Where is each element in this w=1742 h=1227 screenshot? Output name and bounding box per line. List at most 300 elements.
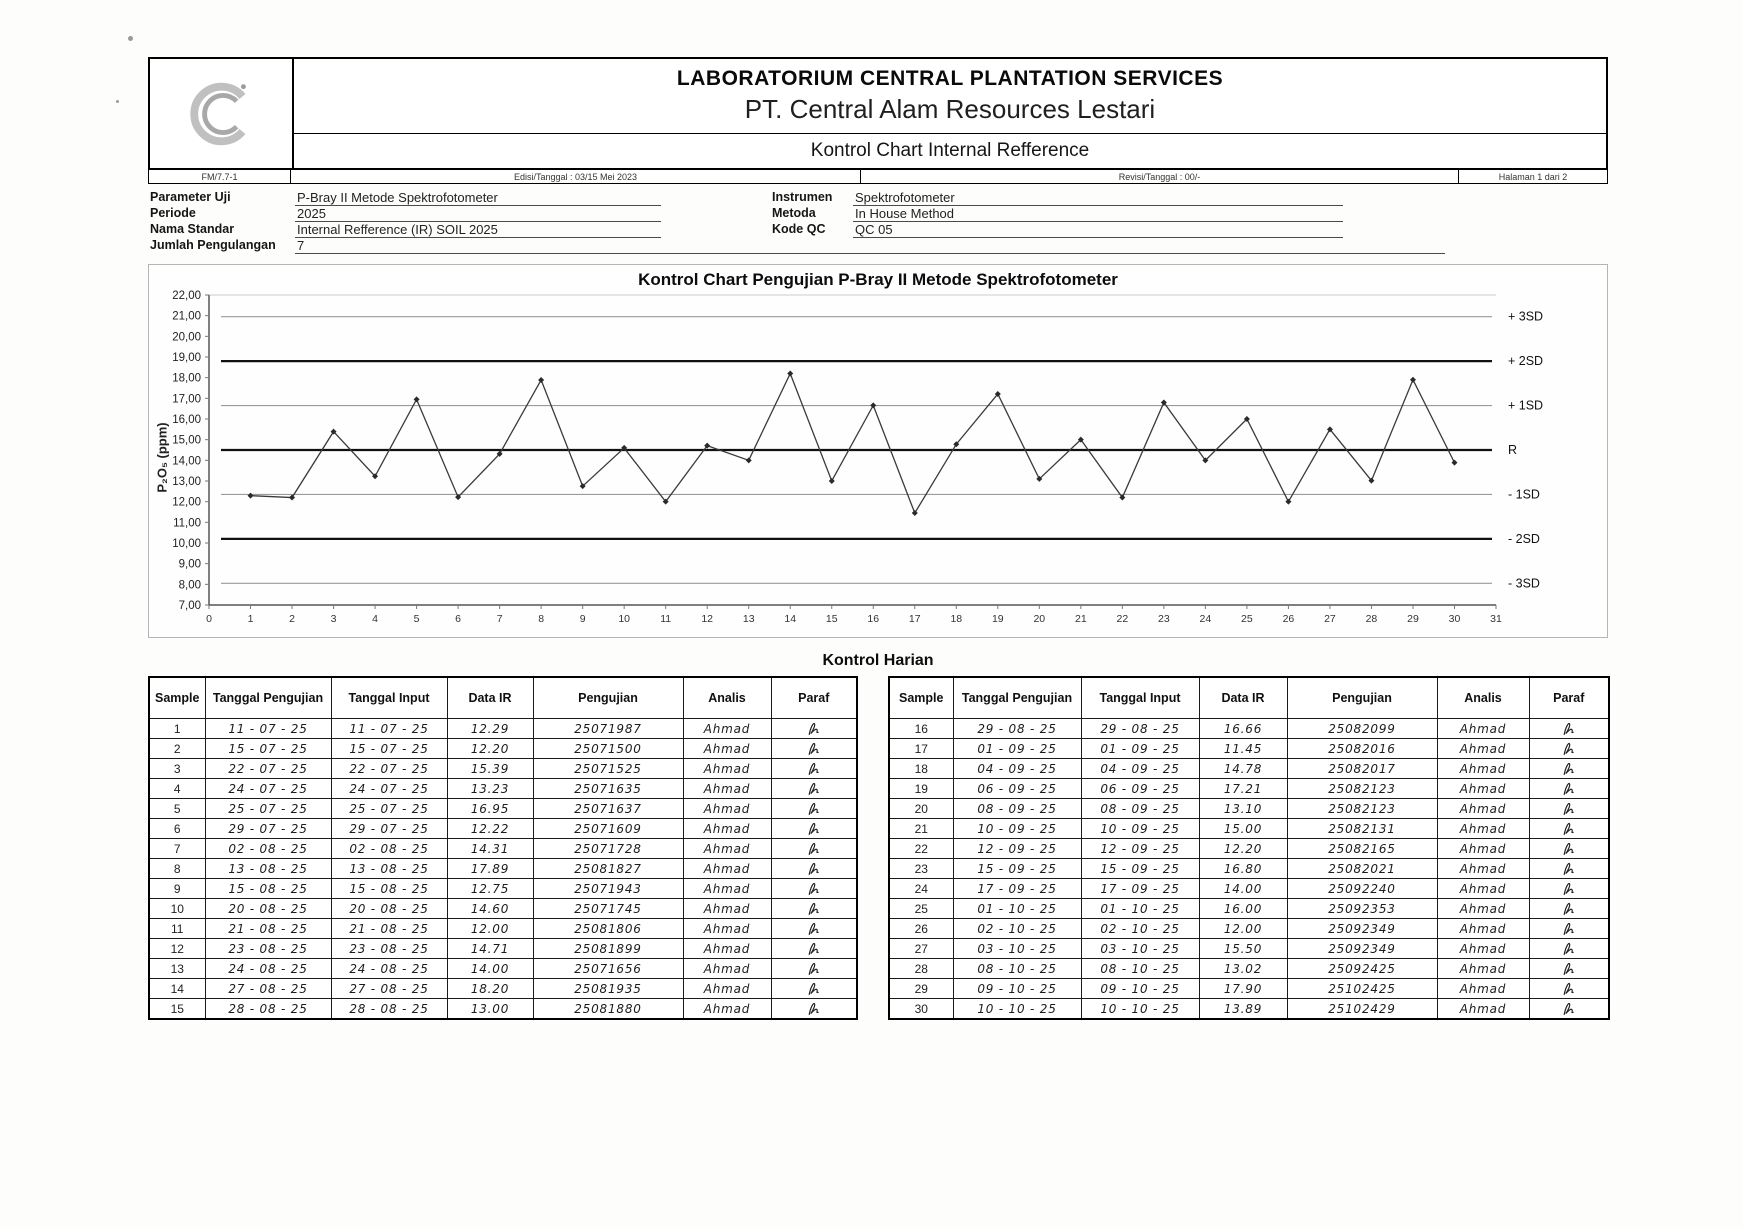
table-row <box>889 759 1609 779</box>
tanggal-input-cell: 08 - 10 - 25 <box>1081 959 1199 979</box>
analis-cell: Ahmad <box>1437 919 1529 939</box>
data-ir-cell: 14.60 <box>447 899 533 919</box>
table-row <box>889 719 1609 739</box>
x-tick-label: 11 <box>660 613 672 625</box>
data-ir-cell: 17.89 <box>447 859 533 879</box>
control-line-label: + 3SD <box>1508 309 1544 324</box>
tanggal-pengujian-cell: 13 - 08 - 25 <box>205 859 331 879</box>
paraf-signature <box>1529 839 1609 859</box>
tanggal-pengujian-cell: 24 - 08 - 25 <box>205 959 331 979</box>
scan-speck <box>128 36 133 41</box>
table-row <box>889 879 1609 899</box>
sample-cell: 9 <box>149 879 205 899</box>
pengujian-cell: 25102425 <box>1287 979 1437 999</box>
x-tick-label: 28 <box>1365 613 1378 625</box>
pengujian-cell: 25071728 <box>533 839 683 859</box>
column-header: Tanggal Input <box>1081 677 1199 719</box>
analis-cell: Ahmad <box>683 719 771 739</box>
field-label-kode-qc: Kode QC <box>772 222 826 236</box>
tanggal-pengujian-cell: 15 - 07 - 25 <box>205 739 331 759</box>
table-row <box>149 739 857 759</box>
tanggal-pengujian-cell: 12 - 09 - 25 <box>953 839 1081 859</box>
analis-cell: Ahmad <box>683 839 771 859</box>
tanggal-input-cell: 22 - 07 - 25 <box>331 759 447 779</box>
table-row <box>149 779 857 799</box>
data-ir-cell: 16.66 <box>1199 719 1287 739</box>
data-ir-cell: 12.22 <box>447 819 533 839</box>
table-row <box>149 879 857 899</box>
field-value-periode: 2025 <box>295 206 661 222</box>
lab-name: LABORATORIUM CENTRAL PLANTATION SERVICES <box>676 67 1224 90</box>
y-tick-label: 21,00 <box>172 310 201 323</box>
field-value-jumlah-pengulangan: 7 <box>295 238 1445 254</box>
data-point <box>787 371 793 377</box>
paraf-signature <box>771 979 857 999</box>
data-series-line <box>251 374 1455 514</box>
pengujian-cell: 25082165 <box>1287 839 1437 859</box>
analis-cell: Ahmad <box>1437 899 1529 919</box>
control-line-label: + 1SD <box>1508 398 1544 413</box>
pengujian-cell: 25081827 <box>533 859 683 879</box>
sample-cell: 22 <box>889 839 953 859</box>
scan-speck <box>116 100 119 103</box>
data-point <box>538 377 544 383</box>
field-label-nama-standar: Nama Standar <box>150 222 235 236</box>
data-ir-cell: 14.00 <box>1199 879 1287 899</box>
tanggal-pengujian-cell: 01 - 09 - 25 <box>953 739 1081 759</box>
field-label-periode: Periode <box>150 206 196 220</box>
field-value-instrumen: Spektrofotometer <box>853 190 1343 206</box>
x-tick-label: 27 <box>1324 613 1336 625</box>
data-ir-cell: 14.00 <box>447 959 533 979</box>
analis-cell: Ahmad <box>1437 979 1529 999</box>
pengujian-cell: 25071943 <box>533 879 683 899</box>
data-point <box>870 402 876 408</box>
control-line-label: R <box>1508 443 1518 457</box>
column-header: Tanggal Pengujian <box>953 677 1081 719</box>
paraf-signature <box>1529 799 1609 819</box>
tanggal-input-cell: 11 - 07 - 25 <box>331 719 447 739</box>
tanggal-pengujian-cell: 02 - 10 - 25 <box>953 919 1081 939</box>
x-tick-label: 6 <box>455 613 462 625</box>
data-ir-cell: 15.39 <box>447 759 533 779</box>
x-tick-label: 16 <box>867 613 880 625</box>
pengujian-cell: 25092240 <box>1287 879 1437 899</box>
analis-cell: Ahmad <box>1437 879 1529 899</box>
table-row <box>889 859 1609 879</box>
sample-cell: 15 <box>149 999 205 1020</box>
paraf-signature <box>771 719 857 739</box>
pengujian-cell: 25102429 <box>1287 999 1437 1020</box>
sample-cell: 3 <box>149 759 205 779</box>
data-ir-cell: 13.10 <box>1199 799 1287 819</box>
tanggal-input-cell: 24 - 08 - 25 <box>331 959 447 979</box>
x-tick-label: 25 <box>1241 613 1253 625</box>
data-ir-cell: 12.00 <box>447 919 533 939</box>
data-point <box>1410 377 1416 383</box>
x-tick-label: 24 <box>1199 613 1212 625</box>
x-tick-label: 29 <box>1407 613 1419 625</box>
analis-cell: Ahmad <box>1437 759 1529 779</box>
paraf-signature <box>1529 979 1609 999</box>
x-tick-label: 15 <box>825 613 838 625</box>
x-tick-label: 12 <box>701 613 714 625</box>
y-tick-label: 13,00 <box>172 476 201 488</box>
x-tick-label: 13 <box>742 613 755 625</box>
table-row <box>889 939 1609 959</box>
y-tick-label: 15,00 <box>172 434 201 447</box>
data-point <box>289 495 295 501</box>
pengujian-cell: 25082017 <box>1287 759 1437 779</box>
tanggal-pengujian-cell: 28 - 08 - 25 <box>205 999 331 1020</box>
paraf-signature <box>1529 919 1609 939</box>
table-row <box>149 899 857 919</box>
y-tick-label: 10,00 <box>172 538 201 550</box>
column-header: Tanggal Input <box>331 677 447 719</box>
tanggal-pengujian-cell: 29 - 08 - 25 <box>953 719 1081 739</box>
y-tick-label: 14,00 <box>172 455 201 468</box>
paraf-signature <box>1529 999 1609 1020</box>
analis-cell: Ahmad <box>1437 799 1529 819</box>
x-tick-label: 26 <box>1282 613 1295 625</box>
tanggal-pengujian-cell: 08 - 09 - 25 <box>953 799 1081 819</box>
data-point <box>829 478 835 484</box>
paraf-signature <box>1529 719 1609 739</box>
tanggal-input-cell: 06 - 09 - 25 <box>1081 779 1199 799</box>
sample-cell: 20 <box>889 799 953 819</box>
pengujian-cell: 25082123 <box>1287 779 1437 799</box>
tanggal-pengujian-cell: 10 - 09 - 25 <box>953 819 1081 839</box>
paraf-signature <box>771 779 857 799</box>
column-header: Tanggal Pengujian <box>205 677 331 719</box>
table-row <box>889 739 1609 759</box>
data-ir-cell: 16.95 <box>447 799 533 819</box>
revisi-tanggal: Revisi/Tanggal : 00/- <box>861 170 1459 183</box>
pengujian-cell: 25071987 <box>533 719 683 739</box>
pengujian-cell: 25071609 <box>533 819 683 839</box>
sample-cell: 13 <box>149 959 205 979</box>
table-row <box>149 959 857 979</box>
tanggal-pengujian-cell: 21 - 08 - 25 <box>205 919 331 939</box>
y-tick-label: 12,00 <box>172 496 201 509</box>
tanggal-input-cell: 15 - 09 - 25 <box>1081 859 1199 879</box>
kontrol-harian-table-left <box>148 676 858 1020</box>
column-header: Data IR <box>1199 677 1287 719</box>
tanggal-input-cell: 25 - 07 - 25 <box>331 799 447 819</box>
table-row <box>149 839 857 859</box>
column-header: Data IR <box>447 677 533 719</box>
tanggal-input-cell: 13 - 08 - 25 <box>331 859 447 879</box>
control-chart-plot <box>149 287 1605 633</box>
table-row <box>149 719 857 739</box>
tanggal-pengujian-cell: 23 - 08 - 25 <box>205 939 331 959</box>
table-row <box>889 999 1609 1020</box>
paraf-signature <box>1529 779 1609 799</box>
data-ir-cell: 12.29 <box>447 719 533 739</box>
pengujian-cell: 25081806 <box>533 919 683 939</box>
paraf-signature <box>771 879 857 899</box>
data-point <box>1285 499 1291 505</box>
paraf-signature <box>1529 959 1609 979</box>
data-ir-cell: 18.20 <box>447 979 533 999</box>
kontrol-harian-heading: Kontrol Harian <box>822 652 934 669</box>
edisi-tanggal: Edisi/Tanggal : 03/15 Mei 2023 <box>291 170 861 183</box>
tanggal-input-cell: 01 - 10 - 25 <box>1081 899 1199 919</box>
data-ir-cell: 12.20 <box>1199 839 1287 859</box>
data-ir-cell: 13.02 <box>1199 959 1287 979</box>
column-header: Analis <box>683 677 771 719</box>
column-header: Paraf <box>1529 677 1609 719</box>
pengujian-cell: 25092425 <box>1287 959 1437 979</box>
paraf-signature <box>1529 879 1609 899</box>
tanggal-input-cell: 08 - 09 - 25 <box>1081 799 1199 819</box>
field-label-jumlah-pengulangan: Jumlah Pengulangan <box>150 238 276 252</box>
x-tick-label: 19 <box>991 613 1004 625</box>
tanggal-input-cell: 24 - 07 - 25 <box>331 779 447 799</box>
paraf-signature <box>771 759 857 779</box>
pengujian-cell: 25082131 <box>1287 819 1437 839</box>
column-header: Pengujian <box>533 677 683 719</box>
x-tick-label: 1 <box>247 613 254 625</box>
sample-cell: 29 <box>889 979 953 999</box>
column-header: Analis <box>1437 677 1529 719</box>
analis-cell: Ahmad <box>1437 959 1529 979</box>
tanggal-pengujian-cell: 09 - 10 - 25 <box>953 979 1081 999</box>
paraf-signature <box>1529 739 1609 759</box>
tanggal-pengujian-cell: 15 - 09 - 25 <box>953 859 1081 879</box>
tanggal-pengujian-cell: 27 - 08 - 25 <box>205 979 331 999</box>
paraf-signature <box>771 959 857 979</box>
table-row <box>889 799 1609 819</box>
tanggal-input-cell: 15 - 07 - 25 <box>331 739 447 759</box>
x-tick-label: 31 <box>1490 613 1502 625</box>
y-tick-label: 16,00 <box>172 414 201 426</box>
sample-cell: 24 <box>889 879 953 899</box>
paraf-signature <box>771 939 857 959</box>
column-header: Paraf <box>771 677 857 719</box>
paraf-signature <box>771 839 857 859</box>
tanggal-input-cell: 10 - 09 - 25 <box>1081 819 1199 839</box>
analis-cell: Ahmad <box>683 799 771 819</box>
analis-cell: Ahmad <box>683 759 771 779</box>
analis-cell: Ahmad <box>683 999 771 1020</box>
tanggal-input-cell: 29 - 07 - 25 <box>331 819 447 839</box>
sample-cell: 17 <box>889 739 953 759</box>
field-value-nama-standar: Internal Refference (IR) SOIL 2025 <box>295 222 661 238</box>
data-ir-cell: 17.21 <box>1199 779 1287 799</box>
analis-cell: Ahmad <box>1437 719 1529 739</box>
field-value-parameter-uji: P-Bray II Metode Spektrofotometer <box>295 190 661 206</box>
data-ir-cell: 13.89 <box>1199 999 1287 1020</box>
sample-cell: 19 <box>889 779 953 799</box>
pengujian-cell: 25082099 <box>1287 719 1437 739</box>
paraf-signature <box>1529 759 1609 779</box>
data-ir-cell: 14.78 <box>1199 759 1287 779</box>
analis-cell: Ahmad <box>683 739 771 759</box>
sample-cell: 18 <box>889 759 953 779</box>
table-row <box>889 959 1609 979</box>
tanggal-input-cell: 01 - 09 - 25 <box>1081 739 1199 759</box>
control-line-label: - 1SD <box>1508 487 1540 502</box>
tanggal-input-cell: 20 - 08 - 25 <box>331 899 447 919</box>
sample-cell: 2 <box>149 739 205 759</box>
table-row <box>149 759 857 779</box>
sample-cell: 26 <box>889 919 953 939</box>
analis-cell: Ahmad <box>683 899 771 919</box>
table-row <box>149 859 857 879</box>
sample-cell: 30 <box>889 999 953 1020</box>
analis-cell: Ahmad <box>683 979 771 999</box>
data-ir-cell: 12.20 <box>447 739 533 759</box>
tanggal-input-cell: 02 - 10 - 25 <box>1081 919 1199 939</box>
sample-cell: 16 <box>889 719 953 739</box>
tables-area <box>148 676 1608 1036</box>
halaman: Halaman 1 dari 2 <box>1498 171 1568 182</box>
tanggal-input-cell: 23 - 08 - 25 <box>331 939 447 959</box>
tanggal-pengujian-cell: 03 - 10 - 25 <box>953 939 1081 959</box>
sample-cell: 4 <box>149 779 205 799</box>
x-tick-label: 23 <box>1158 613 1170 625</box>
pengujian-cell: 25071656 <box>533 959 683 979</box>
pengujian-cell: 25081935 <box>533 979 683 999</box>
tanggal-pengujian-cell: 29 - 07 - 25 <box>205 819 331 839</box>
tanggal-pengujian-cell: 06 - 09 - 25 <box>953 779 1081 799</box>
data-ir-cell: 13.23 <box>447 779 533 799</box>
tanggal-input-cell: 03 - 10 - 25 <box>1081 939 1199 959</box>
field-label-parameter-uji: Parameter Uji <box>150 190 231 204</box>
kontrol-harian-table-right <box>888 676 1610 1020</box>
x-tick-label: 20 <box>1033 613 1046 625</box>
pengujian-cell: 25071635 <box>533 779 683 799</box>
tanggal-pengujian-cell: 11 - 07 - 25 <box>205 719 331 739</box>
analis-cell: Ahmad <box>683 919 771 939</box>
sample-cell: 14 <box>149 979 205 999</box>
control-line-label: - 2SD <box>1508 531 1540 546</box>
analis-cell: Ahmad <box>683 879 771 899</box>
tanggal-pengujian-cell: 10 - 10 - 25 <box>953 999 1081 1020</box>
analis-cell: Ahmad <box>1437 819 1529 839</box>
pengujian-cell: 25082016 <box>1287 739 1437 759</box>
pengujian-cell: 25071500 <box>533 739 683 759</box>
pengujian-cell: 25092349 <box>1287 939 1437 959</box>
table-row <box>889 919 1609 939</box>
tanggal-pengujian-cell: 01 - 10 - 25 <box>953 899 1081 919</box>
sample-cell: 25 <box>889 899 953 919</box>
analis-cell: Ahmad <box>683 779 771 799</box>
data-point <box>248 493 254 499</box>
table-row <box>149 919 857 939</box>
data-ir-cell: 12.00 <box>1199 919 1287 939</box>
table-row <box>149 999 857 1020</box>
tanggal-pengujian-cell: 24 - 07 - 25 <box>205 779 331 799</box>
x-tick-label: 4 <box>372 613 378 625</box>
sample-cell: 8 <box>149 859 205 879</box>
data-point <box>746 457 752 463</box>
data-ir-cell: 14.71 <box>447 939 533 959</box>
y-axis-title: P₂O₅ (ppm) <box>154 422 170 493</box>
paraf-signature <box>1529 859 1609 879</box>
x-tick-label: 8 <box>538 613 545 625</box>
paraf-signature <box>771 919 857 939</box>
tanggal-input-cell: 21 - 08 - 25 <box>331 919 447 939</box>
y-tick-label: 20,00 <box>172 331 201 344</box>
tanggal-input-cell: 04 - 09 - 25 <box>1081 759 1199 779</box>
sample-cell: 6 <box>149 819 205 839</box>
table-row <box>889 779 1609 799</box>
x-tick-label: 18 <box>950 613 963 625</box>
sample-cell: 23 <box>889 859 953 879</box>
sample-cell: 28 <box>889 959 953 979</box>
analis-cell: Ahmad <box>683 819 771 839</box>
analis-cell: Ahmad <box>1437 999 1529 1020</box>
x-tick-label: 5 <box>413 613 420 625</box>
tanggal-pengujian-cell: 25 - 07 - 25 <box>205 799 331 819</box>
tanggal-input-cell: 10 - 10 - 25 <box>1081 999 1199 1020</box>
paraf-signature <box>771 819 857 839</box>
x-tick-label: 9 <box>579 613 586 625</box>
x-tick-label: 2 <box>289 613 295 625</box>
field-value-kode-qc: QC 05 <box>853 222 1343 238</box>
paraf-signature <box>771 859 857 879</box>
analis-cell: Ahmad <box>683 959 771 979</box>
tanggal-input-cell: 28 - 08 - 25 <box>331 999 447 1020</box>
tanggal-pengujian-cell: 22 - 07 - 25 <box>205 759 331 779</box>
form-number: FM/7.7-1 <box>149 170 291 183</box>
pengujian-cell: 25071525 <box>533 759 683 779</box>
y-tick-label: 22,00 <box>172 290 201 302</box>
x-tick-label: 17 <box>908 613 921 625</box>
y-tick-label: 7,00 <box>178 600 201 612</box>
table-row <box>149 939 857 959</box>
paraf-signature <box>1529 819 1609 839</box>
data-ir-cell: 15.50 <box>1199 939 1287 959</box>
pengujian-cell: 25071637 <box>533 799 683 819</box>
paraf-signature <box>771 739 857 759</box>
tanggal-input-cell: 27 - 08 - 25 <box>331 979 447 999</box>
y-tick-label: 8,00 <box>178 579 201 592</box>
paraf-signature <box>771 899 857 919</box>
paraf-signature <box>1529 899 1609 919</box>
pengujian-cell: 25081880 <box>533 999 683 1020</box>
data-ir-cell: 16.80 <box>1199 859 1287 879</box>
document-title: Kontrol Chart Internal Refference <box>810 140 1090 161</box>
data-ir-cell: 12.75 <box>447 879 533 899</box>
table-row <box>149 979 857 999</box>
x-tick-label: 21 <box>1074 613 1087 625</box>
data-ir-cell: 13.00 <box>447 999 533 1020</box>
control-line-label: - 3SD <box>1508 576 1540 591</box>
y-tick-label: 17,00 <box>172 393 201 406</box>
sample-cell: 10 <box>149 899 205 919</box>
column-header: Pengujian <box>1287 677 1437 719</box>
tanggal-input-cell: 17 - 09 - 25 <box>1081 879 1199 899</box>
pengujian-cell: 25082123 <box>1287 799 1437 819</box>
pengujian-cell: 25092349 <box>1287 919 1437 939</box>
form-sheet <box>148 57 1608 1036</box>
company-logo <box>150 59 294 168</box>
chart-title: Kontrol Chart Pengujian P-Bray II Metode Spektrofotometer <box>638 270 1118 289</box>
column-header: Sample <box>889 677 953 719</box>
field-value-metoda: In House Method <box>853 206 1343 222</box>
tanggal-pengujian-cell: 02 - 08 - 25 <box>205 839 331 859</box>
y-tick-label: 11,00 <box>173 517 201 530</box>
x-tick-label: 30 <box>1448 613 1461 625</box>
x-tick-label: 7 <box>496 613 503 625</box>
company-name: PT. Central Alam Resources Lestari <box>744 94 1156 124</box>
column-header: Sample <box>149 677 205 719</box>
x-tick-label: 3 <box>330 613 337 625</box>
field-label-metoda: Metoda <box>772 206 816 220</box>
